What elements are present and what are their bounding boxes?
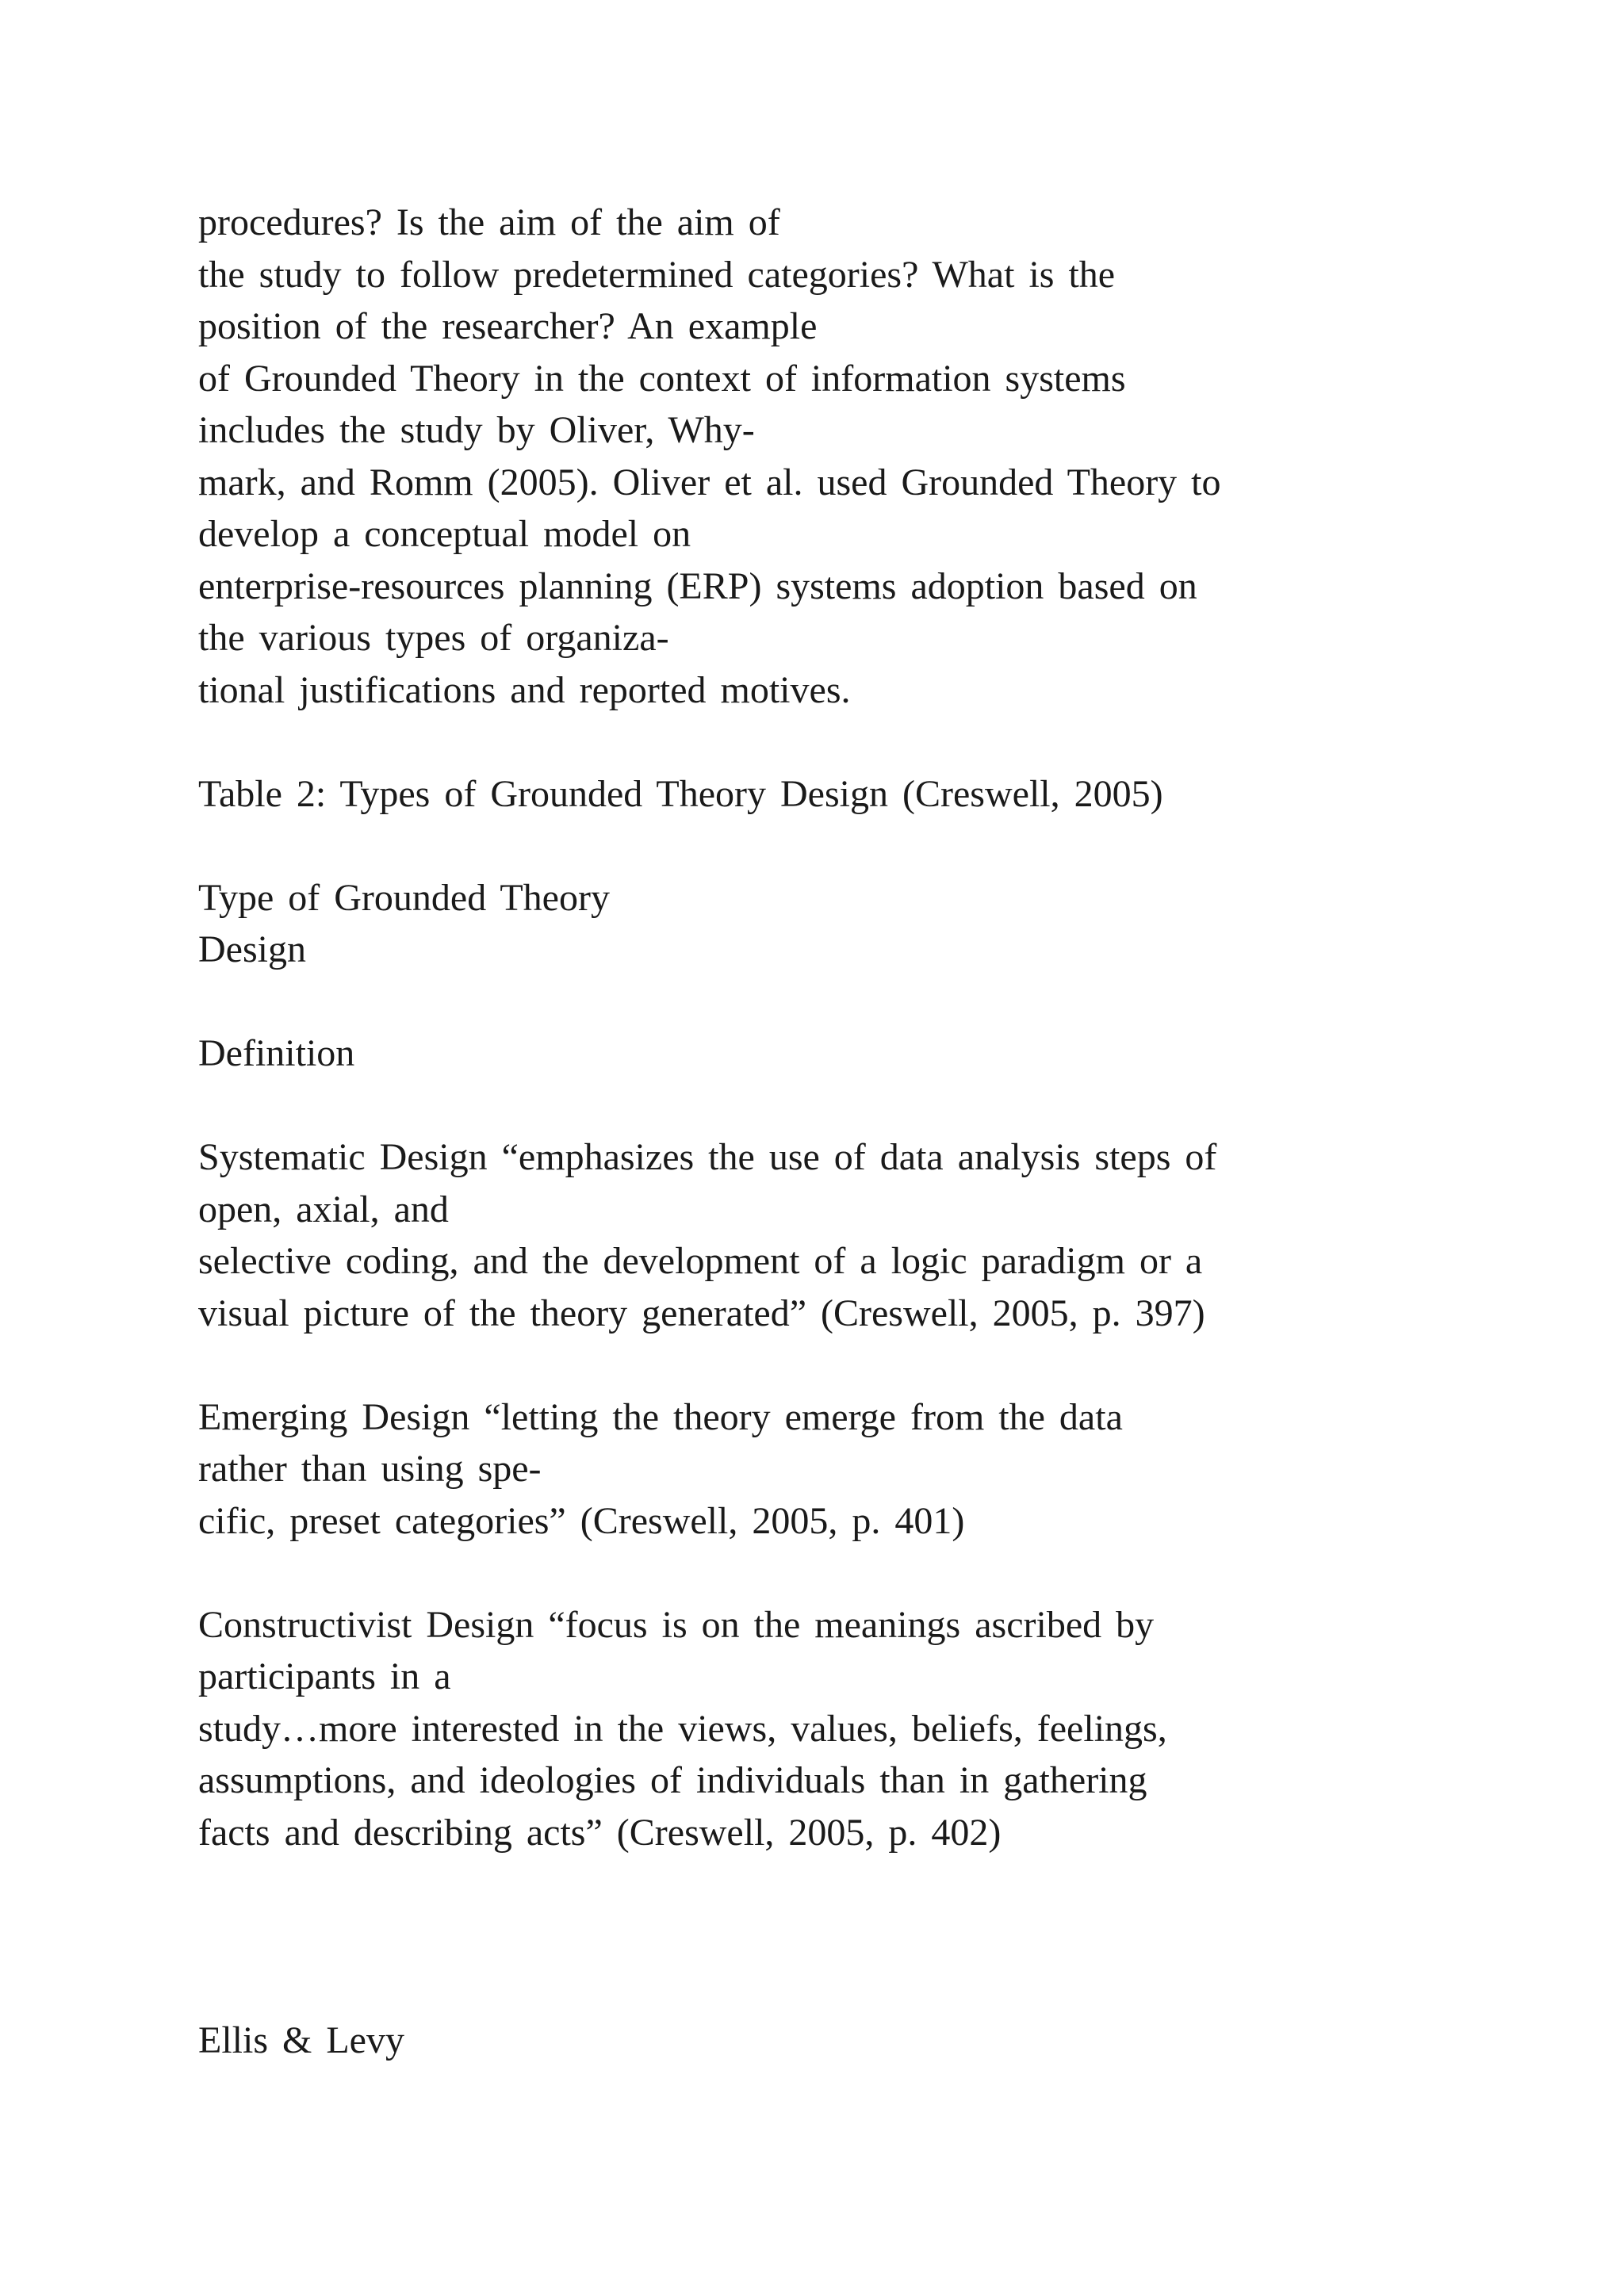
text-line: the various types of organiza-: [198, 617, 669, 659]
text-line: participants in a: [198, 1655, 451, 1697]
spacer: [198, 1858, 1546, 2015]
text-line: tional justifications and reported motives.: [198, 668, 851, 711]
text-line: cific, preset categories” (Creswell, 2005, p. 401): [198, 1499, 965, 1542]
text-line: mark, and Romm (2005). Oliver et al. used Grounded Theory to: [198, 461, 1221, 503]
spacer: [198, 1080, 1546, 1132]
text-line: open, axial, and: [198, 1188, 449, 1230]
text-line: Type of Grounded Theory: [198, 876, 610, 919]
page-footer-authors: Ellis & Levy: [198, 2019, 404, 2061]
text-line: develop a conceptual model on: [198, 513, 691, 555]
spacer: [198, 1339, 1546, 1391]
text-line: the study to follow predetermined categories? What is the: [198, 253, 1116, 296]
text-line: of Grounded Theory in the context of information systems: [198, 357, 1126, 400]
text-line: selective coding, and the development of a logic paradigm or a: [198, 1240, 1203, 1282]
text-line: rather than using spe-: [198, 1448, 542, 1490]
spacer: [198, 820, 1546, 872]
intro-paragraph: [198, 197, 1546, 716]
table-row-constructivist: [198, 1599, 1546, 1859]
text-line: facts and describing acts” (Creswell, 2005, p. 402): [198, 1811, 1002, 1854]
text-line: Emerging Design “letting the theory emerge from the data: [198, 1395, 1123, 1438]
text-line: Design: [198, 928, 306, 970]
table-header-definition: Definition: [198, 1032, 355, 1074]
table-caption: Table 2: Types of Grounded Theory Design (Creswell, 2005): [198, 772, 1163, 815]
spacer: [198, 976, 1546, 1028]
table-header-type: [198, 872, 1546, 976]
text-line: study…more interested in the views, values, beliefs, feelings,: [198, 1707, 1167, 1750]
table-row-emerging: [198, 1391, 1546, 1548]
spacer: [198, 716, 1546, 768]
text-line: position of the researcher? An example: [198, 305, 818, 347]
text-line: procedures? Is the aim of the aim of: [198, 201, 780, 243]
text-line: Constructivist Design “focus is on the meanings ascribed by: [198, 1603, 1155, 1646]
text-line: enterprise-resources planning (ERP) systems adoption based on: [198, 564, 1197, 607]
text-line: assumptions, and ideologies of individuals than in gathering: [198, 1759, 1147, 1801]
table-row-systematic: [198, 1131, 1546, 1339]
document-body: [198, 197, 1546, 2066]
text-line: Systematic Design “emphasizes the use of data analysis steps of: [198, 1136, 1217, 1178]
text-line: visual picture of the theory generated” (Creswell, 2005, p. 397): [198, 1292, 1205, 1334]
spacer: [198, 1547, 1546, 1599]
text-line: includes the study by Oliver, Why-: [198, 409, 755, 451]
